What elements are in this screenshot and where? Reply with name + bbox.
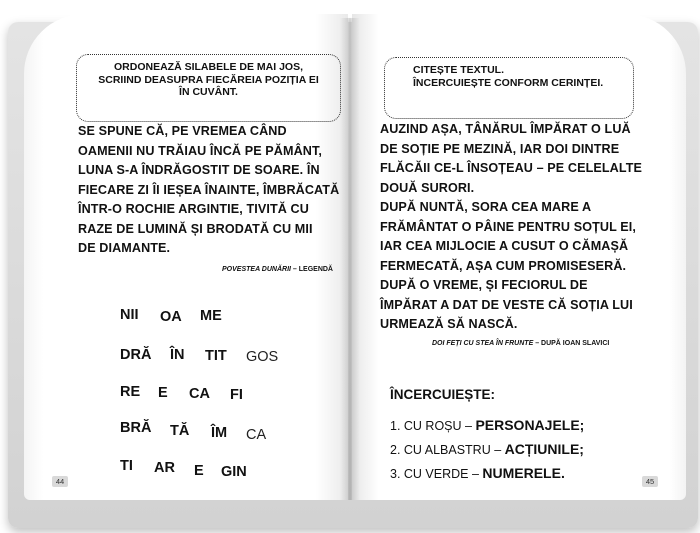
source-title: DOI FEȚI CU STEA ÎN FRUNTE xyxy=(432,340,534,347)
syllable: ÎM xyxy=(211,425,228,441)
story-line: DOUĂ SURORI. xyxy=(380,180,475,195)
source-suffix: – DUPĂ IOAN SLAVICI xyxy=(533,340,610,347)
right-story-text xyxy=(380,120,670,335)
circle-task-target: ACȚIUNILE; xyxy=(504,441,584,457)
story-line: SE SPUNE CĂ, PE VREMEA CÂND xyxy=(78,124,287,138)
story-line: OAMENII NU TRĂIAU ÎNCĂ PE PĂMÂNT, xyxy=(78,143,322,158)
syllable: DRĂ xyxy=(120,347,152,363)
story-line: IAR CEA MIJLOCIE A CUSUT O CĂMAȘĂ xyxy=(380,239,629,253)
story-line: FLĂCĂII CE-L ÎNSOȚEAU – PE CELELALTE xyxy=(380,161,643,175)
left-source-citation xyxy=(222,266,333,273)
instruction-line: ÎNCERCUIEȘTE CONFORM CERINȚEI. xyxy=(413,76,604,89)
source-title: POVESTEA DUNĂRII xyxy=(222,266,291,273)
right-instruction-box xyxy=(384,57,634,119)
right-source-citation xyxy=(432,340,609,347)
circle-task-target: PERSONAJELE; xyxy=(475,417,585,433)
right-page xyxy=(352,14,686,500)
instruction-line: ORDONEAZĂ SILABELE DE MAI JOS, xyxy=(113,61,303,73)
story-line: LUNA S-A ÎNDRĂGOSTIT DE SOARE. ÎN xyxy=(78,163,320,177)
story-line: FIECARE ZI ÎI IEȘEA ÎNAINTE, ÎMBRĂCATĂ xyxy=(78,182,340,197)
instruction-line: SCRIIND DEASUPRA FIECĂREIA POZIȚIA EI xyxy=(98,73,319,86)
instruction-line: CITEȘTE TEXTUL. xyxy=(413,64,505,76)
story-line: DE DIAMANTE. xyxy=(78,241,171,255)
circle-task-item xyxy=(390,465,565,481)
circle-task-target: NUMERELE. xyxy=(482,465,565,481)
left-page xyxy=(24,14,348,500)
syllable: ÎN xyxy=(170,347,185,363)
source-suffix: – LEGENDĂ xyxy=(290,266,333,273)
circle-task-item xyxy=(390,441,584,457)
syllable: CA xyxy=(189,386,210,402)
story-line: DUPĂ NUNTĂ, SORA CEA MARE A xyxy=(380,200,592,214)
instruction-line: ÎN CUVÂNT. xyxy=(179,86,238,98)
story-line: FRĂMÂNTAT O PÂINE PENTRU SOȚUL EI, xyxy=(380,219,636,234)
syllable: NII xyxy=(120,307,139,323)
syllable: TĂ xyxy=(170,423,190,439)
syllable: GOS xyxy=(246,349,279,365)
story-line: DUPĂ O VREME, ȘI FECIORUL DE xyxy=(380,278,588,292)
story-line: ÎMPĂRAT A DAT DE VESTE CĂ SOȚIA LUI xyxy=(380,297,633,312)
page-number: 44 xyxy=(52,476,68,487)
syllable: E xyxy=(194,463,204,479)
syllable: TIT xyxy=(205,348,227,364)
story-line: AUZIND AȘA, TÂNĂRUL ÎMPĂRAT O LUĂ xyxy=(380,122,631,136)
syllable: CA xyxy=(246,427,267,443)
circle-task-title: ÎNCERCUIEȘTE: xyxy=(390,387,496,402)
syllable: AR xyxy=(154,460,175,476)
syllable: TI xyxy=(120,458,133,474)
circle-task-item xyxy=(390,417,584,433)
syllable: RE xyxy=(120,384,141,400)
circle-task-prefix: 1. CU ROȘU – xyxy=(390,419,476,433)
syllable: BRĂ xyxy=(120,420,152,436)
circle-task-prefix: 2. CU ALBASTRU – xyxy=(390,443,505,457)
left-instruction-box xyxy=(76,54,341,122)
syllable: FI xyxy=(230,387,243,403)
story-line: RAZE DE LUMINĂ ȘI BRODATĂ CU MII xyxy=(78,221,313,236)
syllable: E xyxy=(158,385,168,401)
syllable: ME xyxy=(200,308,222,324)
story-line: FERMECATĂ, AȘA CUM PROMISESERĂ. xyxy=(380,258,627,273)
left-story-text xyxy=(78,122,343,259)
story-line: URMEAZĂ SĂ NASCĂ. xyxy=(380,317,518,331)
story-line: ÎNTR-O ROCHIE ARGINTIE, TIVITĂ CU xyxy=(78,202,309,216)
circle-task-prefix: 3. CU VERDE – xyxy=(390,467,483,481)
story-line: DE SOȚIE PE MEZINĂ, IAR DOI DINTRE xyxy=(380,141,620,156)
book-spine xyxy=(340,18,360,500)
page-number: 45 xyxy=(642,476,658,487)
syllable: GIN xyxy=(221,464,247,480)
syllable: OA xyxy=(160,309,182,325)
